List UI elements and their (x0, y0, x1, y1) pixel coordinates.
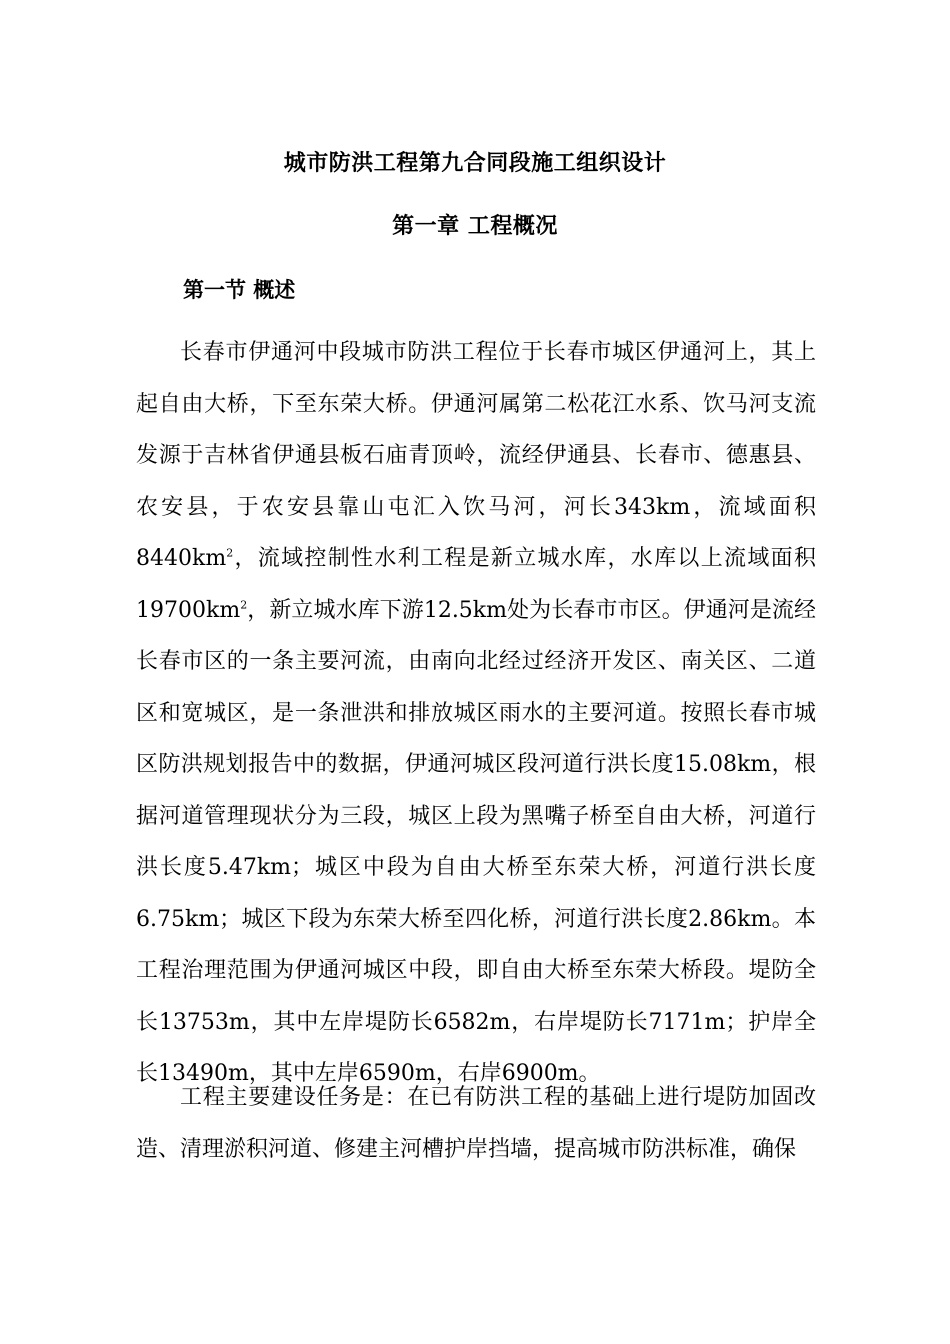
chapter-title: 第一章 工程概况 (392, 214, 558, 239)
paragraph-text: ，新立城水库下游12.5km处为长春市市区。伊通河是流经长春市区的一条主要河流，由南向北经过经济开发区、南关区、二道区和宽城区，是一条泄洪和排放城区雨水的主要河道。按照长春市城区防洪规划报告中的数据，伊通河城区段河道行洪长度15.08km，根据河道管理现状分为三段，城区上段为黑嘴子桥至自由大桥，河道行洪长度5.47km；城区中段为自由大桥至东荣大桥，河道行洪长度6.75km；城区下段为东荣大桥至四化桥，河道行洪长度2.86km。本工程治理范围为伊通河城区中段，即自由大桥至东荣大桥段。堤防全长13753m，其中左岸堤防长6582m，右岸堤防长7171m；护岸全长13490m，其中左岸6590m，右岸6900m。 (136, 597, 816, 1086)
paragraph-text: 长春市伊通河中段城市防洪工程位于长春市城区伊通河上，其上起自由大桥，下至东荣大桥。伊通河属第二松花江水系、饮马河支流发源于吉林省伊通县板石庙青顶岭，流经伊通县、长春市、德惠县、农安县，于农安县靠山屯汇入饮马河，河长343km，流域面积8440km (136, 340, 816, 571)
superscript: 2 (240, 598, 248, 612)
document-title: 城市防洪工程第九合同段施工组织设计 (283, 151, 667, 176)
paragraph-tasks: 工程主要建设任务是：在已有防洪工程的基础上进行堤防加固改造、清理淤积河道、修建主河槽护岸挡墙，提高城市防洪标准，确保 (136, 1085, 816, 1162)
paragraph-text: ，流域控制性水利工程是新立城水库，水库以上流域面积19700km (136, 546, 816, 623)
section-title: 第一节 概述 (183, 278, 296, 302)
superscript: 2 (226, 546, 234, 560)
paragraph-overview (136, 327, 816, 1100)
